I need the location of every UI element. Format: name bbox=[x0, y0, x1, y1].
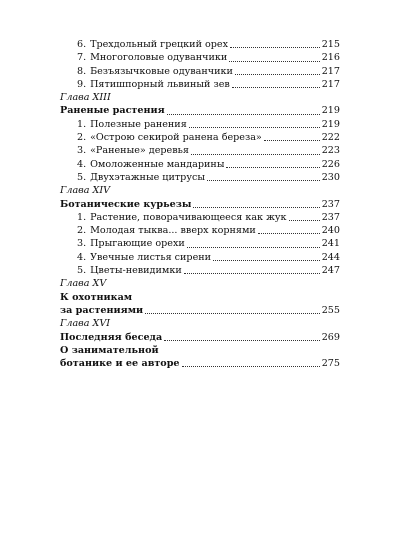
page-number: 240 bbox=[321, 225, 340, 237]
toc-entry-title: «Острою секирой ранена береза» bbox=[90, 132, 262, 144]
entry-number: 8. bbox=[77, 65, 87, 77]
dot-leader bbox=[189, 126, 320, 128]
toc-subsection-entry bbox=[60, 118, 340, 131]
toc-entry-multiline bbox=[60, 344, 340, 371]
dot-leader bbox=[230, 46, 320, 48]
dot-leader bbox=[235, 73, 320, 75]
entry-number: 6. bbox=[77, 39, 87, 50]
toc-subsection-entry bbox=[60, 51, 340, 64]
page-number: 275 bbox=[321, 358, 340, 370]
chapter-heading: Глава XVI bbox=[60, 318, 111, 330]
toc-entry-title: Омоложенные мандарины bbox=[90, 158, 225, 170]
entry-number: 4. bbox=[77, 251, 87, 263]
toc-subsection-entry bbox=[60, 65, 340, 78]
dot-leader bbox=[258, 232, 320, 234]
toc-entry-title: Цветы-невидимки bbox=[90, 265, 182, 277]
page-number: 230 bbox=[321, 171, 340, 183]
toc-entry-title: Безъязычковые одуванчики bbox=[90, 65, 233, 77]
chapter-heading: Глава XIII bbox=[60, 92, 111, 104]
toc-subsection-entry bbox=[60, 237, 340, 250]
toc-section-entry bbox=[60, 104, 340, 117]
dot-leader bbox=[229, 60, 319, 62]
toc-entry-title: Пятишпорный львиный зев bbox=[90, 78, 230, 90]
toc-entry-title: Полезные ранения bbox=[90, 118, 187, 130]
page-number: 226 bbox=[321, 158, 340, 170]
toc-entry-title: Увечные листья сирени bbox=[90, 251, 212, 263]
dot-leader bbox=[191, 153, 320, 155]
chapter-heading: Глава XIV bbox=[60, 185, 111, 197]
entry-number: 1. bbox=[77, 118, 87, 130]
dot-leader bbox=[182, 365, 320, 367]
page-number: 237 bbox=[321, 198, 340, 210]
toc-subsection-entry bbox=[60, 251, 340, 264]
toc-subsection-entry bbox=[60, 144, 340, 157]
toc-entry-row bbox=[60, 357, 340, 370]
toc-entry-title: Многоголовые одуванчики bbox=[90, 52, 228, 64]
dot-leader bbox=[264, 139, 320, 141]
toc-section-entry bbox=[60, 198, 340, 211]
dot-leader bbox=[145, 312, 320, 314]
page-number: 222 bbox=[321, 132, 340, 144]
dot-leader bbox=[289, 219, 320, 221]
toc-entry-title: Молодая тыква... вверх корнями bbox=[90, 225, 256, 237]
toc-entry-title: Трехдольный грецкий орех bbox=[90, 39, 229, 50]
entry-number: 3. bbox=[77, 238, 87, 250]
page-number: 215 bbox=[321, 39, 340, 50]
toc-section-entry bbox=[60, 331, 340, 344]
toc-subsection-entry bbox=[60, 264, 340, 277]
toc-entry-title: за растениями bbox=[60, 304, 144, 316]
page-number: 255 bbox=[321, 304, 340, 316]
table-of-contents bbox=[60, 38, 340, 370]
page-number: 219 bbox=[321, 105, 340, 117]
entry-number: 5. bbox=[77, 171, 87, 183]
dot-leader bbox=[213, 259, 320, 261]
dot-leader bbox=[167, 113, 320, 115]
page-number: 217 bbox=[321, 78, 340, 90]
toc-entry-multiline bbox=[60, 291, 340, 318]
dot-leader bbox=[187, 246, 320, 248]
toc-subsection-entry bbox=[60, 78, 340, 91]
toc-entry-title: Ботанические курьезы bbox=[60, 198, 192, 210]
toc-entry-title-line1: К охотникам bbox=[60, 291, 133, 303]
page-number: 244 bbox=[321, 251, 340, 263]
page-number: 269 bbox=[321, 331, 340, 343]
page-number: 237 bbox=[321, 211, 340, 223]
toc-entry-title: Растение, поворачивающееся как жук bbox=[90, 211, 287, 223]
dot-leader bbox=[164, 339, 320, 341]
page-number: 241 bbox=[321, 238, 340, 250]
toc-subsection-entry bbox=[60, 131, 340, 144]
entry-number: 1. bbox=[77, 211, 87, 223]
entry-number: 9. bbox=[77, 78, 87, 90]
toc-entry-title: Последняя беседа bbox=[60, 331, 163, 343]
page-number: 223 bbox=[321, 145, 340, 157]
chapter-heading: Глава XV bbox=[60, 278, 107, 290]
dot-leader bbox=[184, 272, 320, 274]
dot-leader bbox=[207, 179, 320, 181]
toc-subsection-entry bbox=[60, 171, 340, 184]
toc-entry-title: «Раненые» деревья bbox=[90, 145, 189, 157]
dot-leader bbox=[232, 86, 320, 88]
entry-number: 2. bbox=[77, 132, 87, 144]
toc-subsection-entry bbox=[60, 224, 340, 237]
toc-subsection-entry bbox=[60, 211, 340, 224]
page-number: 219 bbox=[321, 118, 340, 130]
page-number: 217 bbox=[321, 65, 340, 77]
toc-entry-row bbox=[60, 304, 340, 317]
entry-number: 4. bbox=[77, 158, 87, 170]
toc-entry-title: Прыгающие орехи bbox=[90, 238, 185, 250]
toc-entry-title: Раненые растения bbox=[60, 105, 165, 117]
entry-number: 7. bbox=[77, 52, 87, 64]
entry-number: 3. bbox=[77, 145, 87, 157]
toc-entry-title-line1: О занимательной bbox=[60, 344, 159, 356]
toc-entry-title: ботанике и ее авторе bbox=[60, 358, 180, 370]
toc-subsection-entry bbox=[60, 38, 340, 51]
dot-leader bbox=[226, 166, 319, 168]
entry-number: 2. bbox=[77, 225, 87, 237]
toc-entry-title: Двухэтажные цитрусы bbox=[90, 171, 205, 183]
page-number: 216 bbox=[321, 52, 340, 64]
toc-subsection-entry bbox=[60, 158, 340, 171]
dot-leader bbox=[193, 206, 319, 208]
entry-number: 5. bbox=[77, 265, 87, 277]
page-number: 247 bbox=[321, 265, 340, 277]
